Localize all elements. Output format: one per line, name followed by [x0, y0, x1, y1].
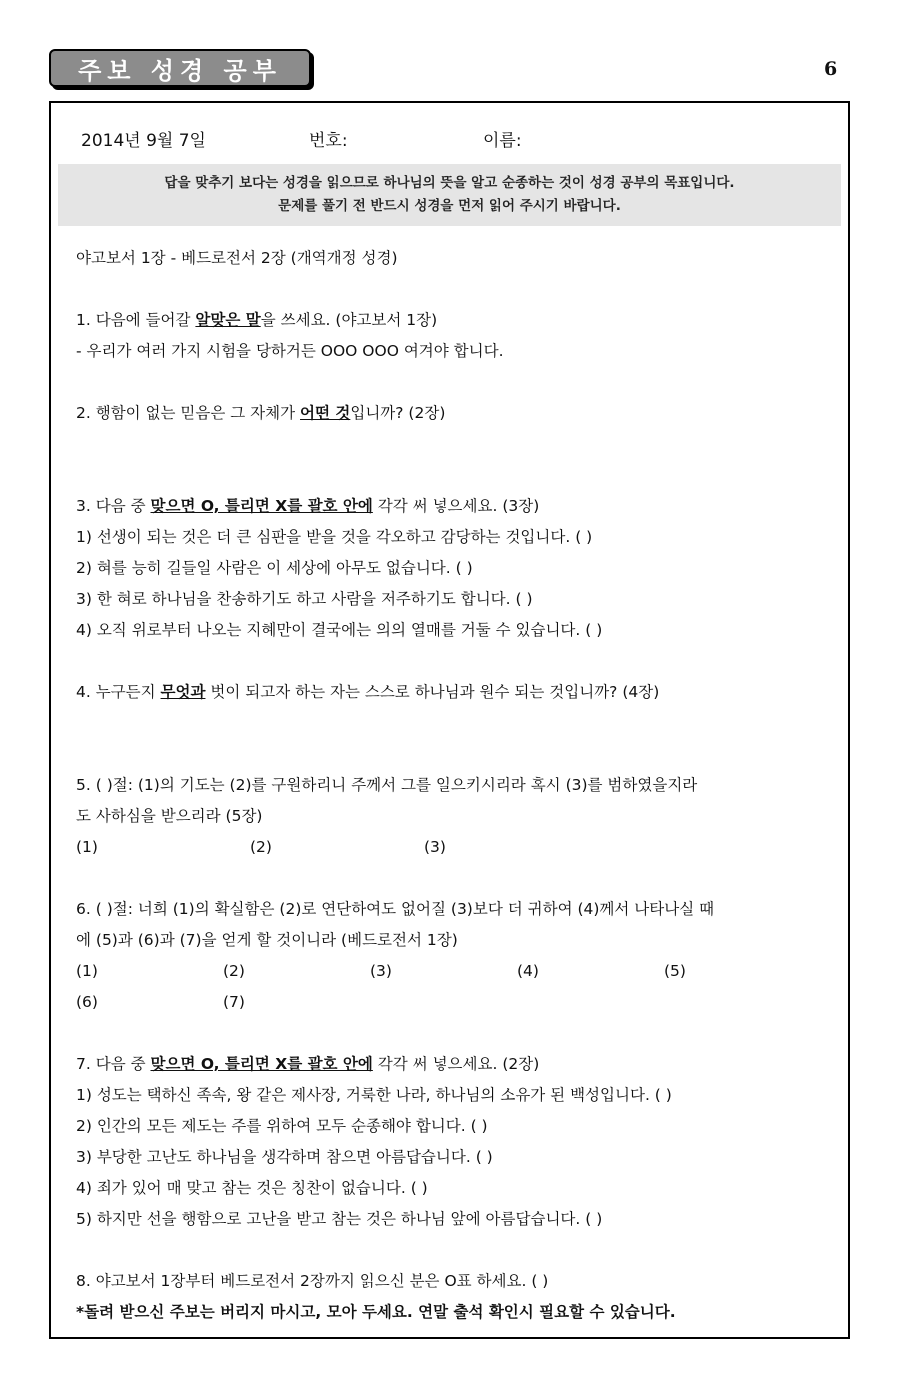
q6-blanks-row-1	[76, 956, 834, 987]
worksheet-frame	[49, 101, 850, 1339]
instruction-banner	[58, 164, 841, 226]
q7-text-end: 각각 써 넣으세요. (2장)	[372, 1055, 540, 1073]
instruction-line-2: 문제를 풀기 전 반드시 성경을 먼저 읽어 주시기 바랍니다.	[278, 198, 621, 214]
q6-blank: (2)	[223, 962, 245, 980]
q1-text-end: 을 쓰세요. (야고보서 1장)	[260, 311, 438, 329]
q3-emphasis: 맞으면 O, 틀리면 X를 괄호 안에	[150, 497, 373, 515]
reading-scope: 야고보서 1장 - 베드로전서 2장 (개역개정 성경)	[76, 249, 398, 267]
name-label: 이름:	[483, 131, 522, 151]
question-6-line-1: 6. ( )절: 너희 (1)의 확실함은 (2)로 연단하여도 없어질 (3)보다 더 귀하여 (4)께서 나타나실 때	[76, 900, 715, 918]
q6-blanks-row-2	[76, 987, 834, 1018]
question-5-line-2: 도 사하심을 받으리라 (5장)	[76, 807, 263, 825]
q5-blank: (3)	[424, 838, 446, 856]
q6-blank: (1)	[76, 962, 98, 980]
number-label: 번호:	[309, 131, 348, 151]
q1-emphasis: 알맞은 말	[195, 311, 261, 329]
q1-text: 1. 다음에 들어갈	[76, 311, 196, 329]
q6-blank: (3)	[370, 962, 392, 980]
q3-item: 4) 오직 위로부터 나오는 지혜만이 결국에는 의의 열매를 거둘 수 있습니다. ( )	[76, 621, 603, 639]
q3-item: 1) 선생이 되는 것은 더 큰 심판을 받을 것을 각오하고 감당하는 것입니다. ( )	[76, 528, 593, 546]
questions	[76, 243, 834, 1328]
question-4	[76, 677, 834, 708]
footer-note: *돌려 받으신 주보는 버리지 마시고, 모아 두세요. 연말 출석 확인시 필요할 수 있습니다.	[76, 1303, 676, 1321]
q7-text: 7. 다음 중	[76, 1055, 151, 1073]
question-8: 8. 야고보서 1장부터 베드로전서 2장까지 읽으신 분은 O표 하세요. ( )	[76, 1272, 549, 1290]
q3-item: 3) 한 혀로 하나님을 찬송하기도 하고 사람을 저주하기도 합니다. ( )	[76, 590, 533, 608]
q7-emphasis: 맞으면 O, 틀리면 X를 괄호 안에	[150, 1055, 373, 1073]
question-1	[76, 305, 834, 336]
page-number: 6	[824, 58, 838, 80]
q3-text: 3. 다음 중	[76, 497, 151, 515]
section-title: 주보 성경 공부	[78, 56, 282, 85]
q2-text-end: 입니까? (2장)	[350, 404, 446, 422]
q3-text-end: 각각 써 넣으세요. (3장)	[372, 497, 540, 515]
q4-emphasis: 무엇과	[160, 683, 206, 701]
q7-item: 1) 성도는 택하신 족속, 왕 같은 제사장, 거룩한 나라, 하나님의 소유가 된 백성입니다. ( )	[76, 1086, 672, 1104]
question-3	[76, 491, 834, 522]
q5-blanks	[76, 832, 834, 863]
section-title-tab	[49, 49, 311, 87]
q2-emphasis: 어떤 것	[300, 404, 351, 422]
question-5-line-1: 5. ( )절: (1)의 기도는 (2)를 구원하리니 주께서 그를 일으키시리라 혹시 (3)를 범하였을지라	[76, 776, 698, 794]
q4-text-end: 벗이 되고자 하는 자는 스스로 하나님과 원수 되는 것입니까? (4장)	[205, 683, 660, 701]
q6-blank: (7)	[223, 993, 245, 1011]
q6-blank: (5)	[664, 962, 686, 980]
instruction-line-1: 답을 맞추기 보다는 성경을 읽으므로 하나님의 뜻을 알고 순종하는 것이 성경 공부의 목표입니다.	[164, 175, 735, 191]
q3-item: 2) 혀를 능히 길들일 사람은 이 세상에 아무도 없습니다. ( )	[76, 559, 473, 577]
q6-blank: (6)	[76, 993, 98, 1011]
question-7	[76, 1049, 834, 1080]
q2-text: 2. 행함이 없는 믿음은 그 자체가	[76, 404, 301, 422]
question-6-line-2: 에 (5)과 (6)과 (7)을 얻게 할 것이니라 (베드로전서 1장)	[76, 931, 458, 949]
q4-text: 4. 누구든지	[76, 683, 161, 701]
q6-blank: (4)	[517, 962, 539, 980]
q7-item: 2) 인간의 모든 제도는 주를 위하여 모두 순종해야 합니다. ( )	[76, 1117, 488, 1135]
date-label: 2014년 9월 7일	[81, 131, 206, 151]
q7-item: 3) 부당한 고난도 하나님을 생각하며 참으면 아름답습니다. ( )	[76, 1148, 493, 1166]
q5-blank: (2)	[250, 838, 272, 856]
q5-blank: (1)	[76, 838, 98, 856]
q7-item: 4) 죄가 있어 매 맞고 참는 것은 칭찬이 없습니다. ( )	[76, 1179, 428, 1197]
question-2	[76, 398, 834, 429]
meta-row	[81, 126, 828, 152]
question-1-sub: - 우리가 여러 가지 시험을 당하거든 OOO OOO 여겨야 합니다.	[76, 342, 504, 360]
q7-item: 5) 하지만 선을 행함으로 고난을 받고 참는 것은 하나님 앞에 아름답습니다. ( )	[76, 1210, 603, 1228]
